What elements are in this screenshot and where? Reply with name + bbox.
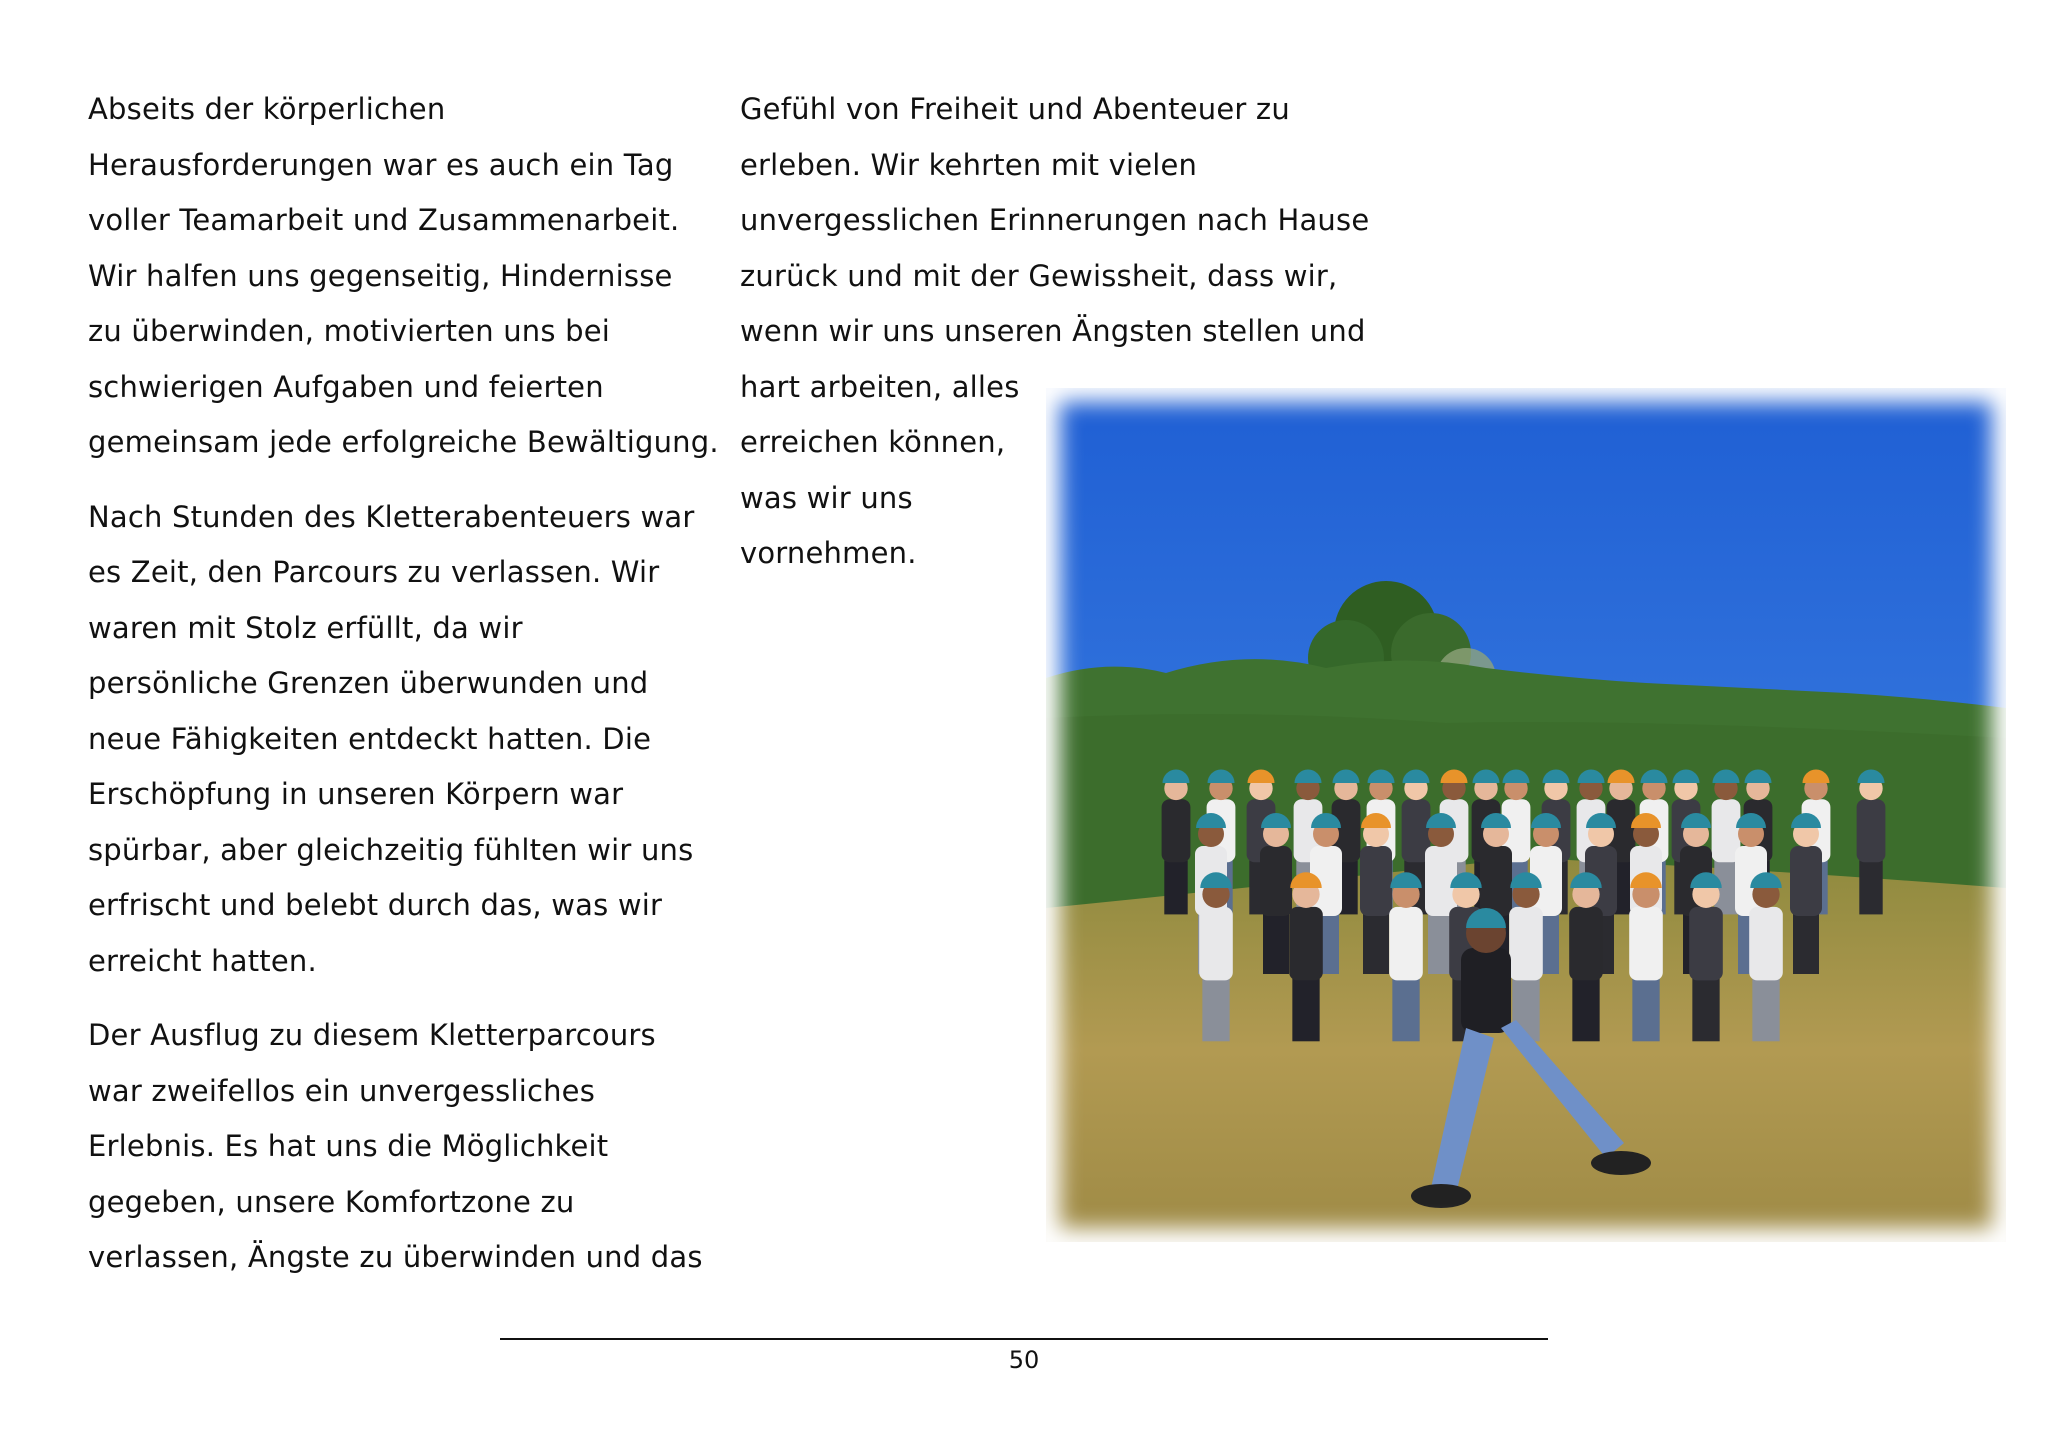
text-line: erreichen können, xyxy=(740,425,1006,459)
text-line: zu überwinden, motivierten uns bei xyxy=(88,314,611,348)
person xyxy=(1260,813,1292,974)
text-line: persönliche Grenzen überwunden und xyxy=(88,666,649,700)
person xyxy=(1199,872,1233,1041)
person xyxy=(1569,872,1603,1041)
text-line: Nach Stunden des Kletterabenteuers war xyxy=(88,499,695,534)
text-line: zurück und mit der Gewissheit, dass wir, xyxy=(740,258,1338,293)
person xyxy=(1162,770,1191,915)
person xyxy=(1509,872,1543,1041)
person xyxy=(1790,813,1822,974)
paragraph xyxy=(88,82,719,471)
paragraph xyxy=(88,490,695,990)
text-line: unvergesslichen Erinnerungen nach Hause xyxy=(740,203,1370,237)
person xyxy=(1629,872,1663,1041)
text-line: wenn wir uns unseren Ängsten stellen und xyxy=(740,314,1366,348)
person xyxy=(1389,872,1423,1041)
text-line: erleben. Wir kehrten mit vielen xyxy=(740,147,1198,182)
paragraph xyxy=(88,1008,703,1286)
text-line: erfrischt und belebt durch das, was wir xyxy=(88,888,663,922)
text-line: hart arbeiten, alles xyxy=(740,369,1020,404)
footer-rule xyxy=(500,1338,1548,1340)
person xyxy=(1289,872,1323,1041)
person xyxy=(1360,813,1392,974)
text-line: was wir uns xyxy=(740,480,913,515)
text-line: gegeben, unsere Komfortzone zu xyxy=(88,1184,575,1219)
text-line: es Zeit, den Parcours zu verlassen. Wir xyxy=(88,555,660,589)
text-line: erreicht hatten. xyxy=(88,943,317,978)
group-photo xyxy=(1046,388,2006,1242)
text-line: verlassen, Ängste zu überwinden und das xyxy=(88,1240,703,1274)
text-line: Abseits der körperlichen xyxy=(88,92,446,126)
group-photo-icon xyxy=(1046,388,2006,1242)
text-line: neue Fähigkeiten entdeckt hatten. Die xyxy=(88,721,652,756)
text-line: spürbar, aber gleichzeitig fühlten wir uns xyxy=(88,832,694,867)
page-number: 50 xyxy=(1008,1346,1040,1374)
text-line: Gefühl von Freiheit und Abenteuer zu xyxy=(740,92,1290,126)
text-line: voller Teamarbeit und Zusammenarbeit. xyxy=(88,203,680,237)
text-line: war zweifellos ein unvergessliches xyxy=(88,1073,596,1108)
text-line: waren mit Stolz erfüllt, da wir xyxy=(88,610,523,645)
left-text-column xyxy=(88,82,719,1286)
text-line: Erlebnis. Es hat uns die Möglichkeit xyxy=(88,1129,609,1163)
person xyxy=(1749,872,1783,1041)
text-line: Der Ausflug zu diesem Kletterparcours xyxy=(88,1018,656,1052)
text-line: Herausforderungen war es auch ein Tag xyxy=(88,147,674,182)
text-line: gemeinsam jede erfolgreiche Bewältigung. xyxy=(88,425,719,459)
text-line: vornehmen. xyxy=(740,536,917,570)
text-line: Erschöpfung in unseren Körpern war xyxy=(88,777,624,811)
text-line: schwierigen Aufgaben und feierten xyxy=(88,369,604,404)
text-line: Wir halfen uns gegenseitig, Hindernisse xyxy=(88,258,673,293)
person xyxy=(1857,770,1886,915)
person xyxy=(1689,872,1723,1041)
